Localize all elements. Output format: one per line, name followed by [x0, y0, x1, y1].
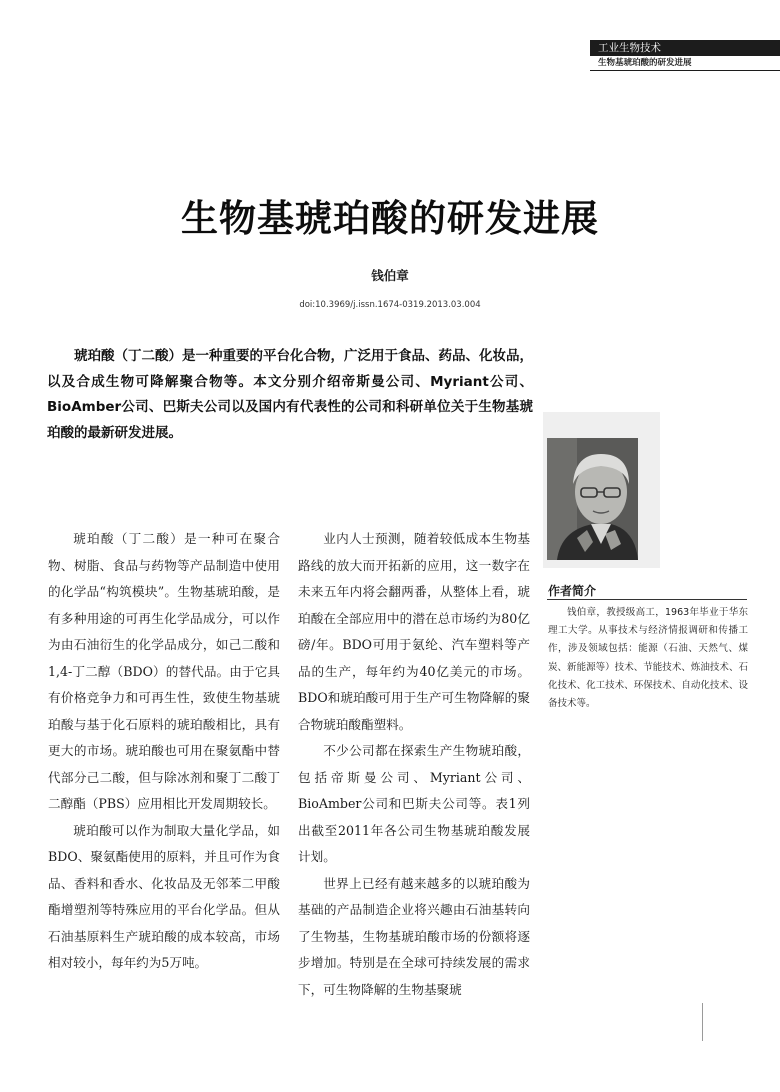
paragraph: 琥珀酸可以作为制取大量化学品，如BDO、聚氨酯使用的原料，并且可作为食品、香料和香水、化妆品及无邻苯二甲酸酯增塑剂等特殊应用的平台化学品。但从石油基原料生产琥珀酸的成本较高，市场相对较小，每年约为5万吨。: [48, 822, 280, 970]
author-portrait-icon: [543, 412, 660, 568]
body-column-middle: [298, 526, 530, 1003]
author-name: 钱伯章: [371, 268, 409, 283]
author-photo: [543, 412, 660, 568]
paragraph: 不少公司都在探索生产生物琥珀酸，包括帝斯曼公司、Myriant公司、BioAmber公司和巴斯夫公司等。表1列出截至2011年各公司生物基琥珀酸发展计划。: [298, 743, 530, 864]
author-bio-text: 钱伯章，教授级高工，1963年毕业于华东理工大学。从事技术与经济情报调研和传播工作，涉及领域包括：能源（石油、天然气、煤炭、新能源等）技术、节能技术、炼油技术、石化技术、化工技术、环保技术、自动化技术、设备技术等。: [548, 607, 748, 710]
journal-header: [590, 40, 780, 71]
doi-line: doi:10.3969/j.issn.1674-0319.2013.03.004: [299, 300, 481, 310]
author-bio-heading: 作者简介: [548, 584, 597, 598]
journal-section-label: 工业生物技术: [590, 40, 780, 56]
abstract: 琥珀酸（丁二酸）是一种重要的平台化合物，广泛用于食品、药品、化妆品，以及合成生物可降解聚合物等。本文分别介绍帝斯曼公司、Myriant公司、BioAmber公司、巴斯夫公司以及国内有代表性的公司和科研单位关于生物基琥珀酸的最新研发进展。: [47, 348, 533, 441]
article-title: 生物基琥珀酸的研发进展: [181, 197, 599, 240]
bio-divider: [547, 599, 747, 600]
paragraph: 世界上已经有越来越多的以琥珀酸为基础的产品制造企业将兴趣由石油基转向了生物基，生物基琥珀酸市场的份额将逐步增加。特别是在全球可持续发展的需求下，可生物降解的生物基聚琥: [298, 875, 530, 997]
scan-mark: [702, 1003, 703, 1041]
body-column-left: [48, 526, 280, 977]
paragraph: 业内人士预测，随着较低成本生物基路线的放大而开拓新的应用，这一数字在未来五年内将会翻两番，从整体上看，琥珀酸在全部应用中的潜在总市场约为80亿磅/年。BDO可用于氨纶、汽车塑料等产品的生产，每年约为40亿美元的市场。BDO和琥珀酸可用于生产可生物降解的聚合物琥珀酸酯塑料。: [298, 531, 530, 732]
running-title: 生物基琥珀酸的研发进展: [590, 56, 780, 71]
paragraph: 琥珀酸（丁二酸）是一种可在聚合物、树脂、食品与药物等产品制造中使用的化学品“构筑模块”。生物基琥珀酸，是有多种用途的可再生化学品成分，可以作为由石油衍生的化学品成分，如己二酸和1,4-丁二醇（BDO）的替代品。由于它具有价格竞争力和可再生性，致使生物基琥珀酸与基于化石原料的琥珀酸相比，具有更大的市场。琥珀酸也可用在聚氨酯中替代部分己二酸，但与除冰剂和聚丁二酸丁二醇酯（PBS）应用相比开发周期较长。: [48, 531, 280, 811]
